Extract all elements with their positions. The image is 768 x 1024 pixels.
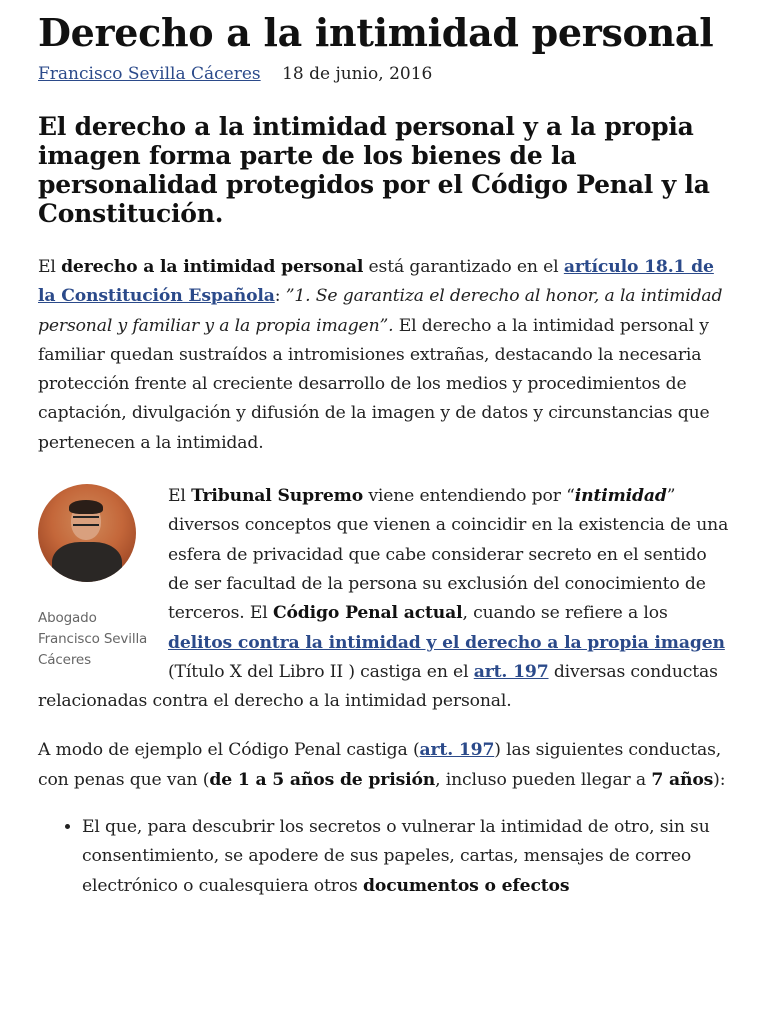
art-197-link-2[interactable]: art. 197 <box>419 740 495 761</box>
text: El <box>38 257 62 277</box>
bold-text: Tribunal Supremo <box>191 486 364 507</box>
text: está garantizado en el <box>363 257 564 277</box>
constitution-quote: ”1. Se garantiza el derecho al honor, a la intimidad personal y familiar y a la propia imagen”. <box>38 286 723 336</box>
privacy-crimes-link[interactable]: delitos contra la intimidad y el derecho a la propia imagen <box>168 632 725 653</box>
bold-text: documentos o efectos <box>363 875 570 896</box>
text: ): <box>713 769 726 790</box>
paragraph-tribunal <box>38 482 730 716</box>
publish-date: 18 de junio, 2016 <box>282 64 433 84</box>
text: ” diversos conceptos que vienen a coincidir en la existencia de una esfera de privacidad que cabe considerar secreto en el sentido de ser facultad de la persona su exclusión del conocimiento de terceros. El <box>168 486 729 624</box>
text: El <box>168 486 192 507</box>
author-link[interactable]: Francisco Sevilla Cáceres <box>38 64 261 84</box>
photo-glasses <box>73 516 99 526</box>
art-197-link[interactable]: art. 197 <box>473 661 549 682</box>
article-title: Derecho a la intimidad personal <box>38 10 714 55</box>
text: , cuando se refiere a los <box>462 603 668 624</box>
photo-hair <box>69 500 103 514</box>
text: El derecho a la intimidad personal y familiar quedan sustraídos a intromisiones extrañas, destacando la necesaria protección frente al creciente desarrollo de los medios y procedimientos de captación, divulgación y difusión de la imagen y de datos y circunstancias que pertenecen a la intimidad. <box>38 315 710 453</box>
list-item <box>82 813 730 901</box>
bold-text: de 1 a 5 años de prisión <box>209 769 436 790</box>
article-lead: El derecho a la intimidad personal y a la propia imagen forma parte de los bienes de la personalidad protegidos por el Código Penal y la Constitución. <box>38 112 710 228</box>
text: diversas conductas relacionadas contra el derecho a la intimidad personal. <box>38 661 718 712</box>
photo-body <box>52 542 122 582</box>
author-figure <box>38 484 154 671</box>
bold-text: 7 años <box>651 769 714 790</box>
paragraph-constitution <box>38 253 730 458</box>
article-meta <box>38 62 730 86</box>
text: viene entendiendo por “ <box>363 486 575 507</box>
photo-caption: Abogado Francisco Sevilla Cáceres <box>38 610 148 669</box>
author-photo <box>38 484 136 582</box>
paragraph-penalties <box>38 736 730 795</box>
bold-text: derecho a la intimidad personal <box>61 257 364 277</box>
text: El que, para descubrir los secretos o vulnerar la intimidad de otro, sin su consentimiento, se apodere de sus papeles, cartas, mensajes de correo electrónico o cualesquiera otros <box>82 817 710 896</box>
text: A modo de ejemplo el Código Penal castiga ( <box>38 740 420 761</box>
text: ) las siguientes conductas, con penas que van ( <box>38 740 722 790</box>
bold-italic-text: intimidad <box>574 486 667 507</box>
text: (Título X del Libro II ) castiga en el <box>168 661 474 682</box>
text: : <box>274 286 286 307</box>
conduct-list <box>38 813 730 901</box>
constitution-article-link[interactable]: artículo 18.1 de la Constitución Española <box>38 257 714 307</box>
bold-text: Código Penal actual <box>272 603 463 624</box>
text: , incluso pueden llegar a <box>435 769 652 790</box>
